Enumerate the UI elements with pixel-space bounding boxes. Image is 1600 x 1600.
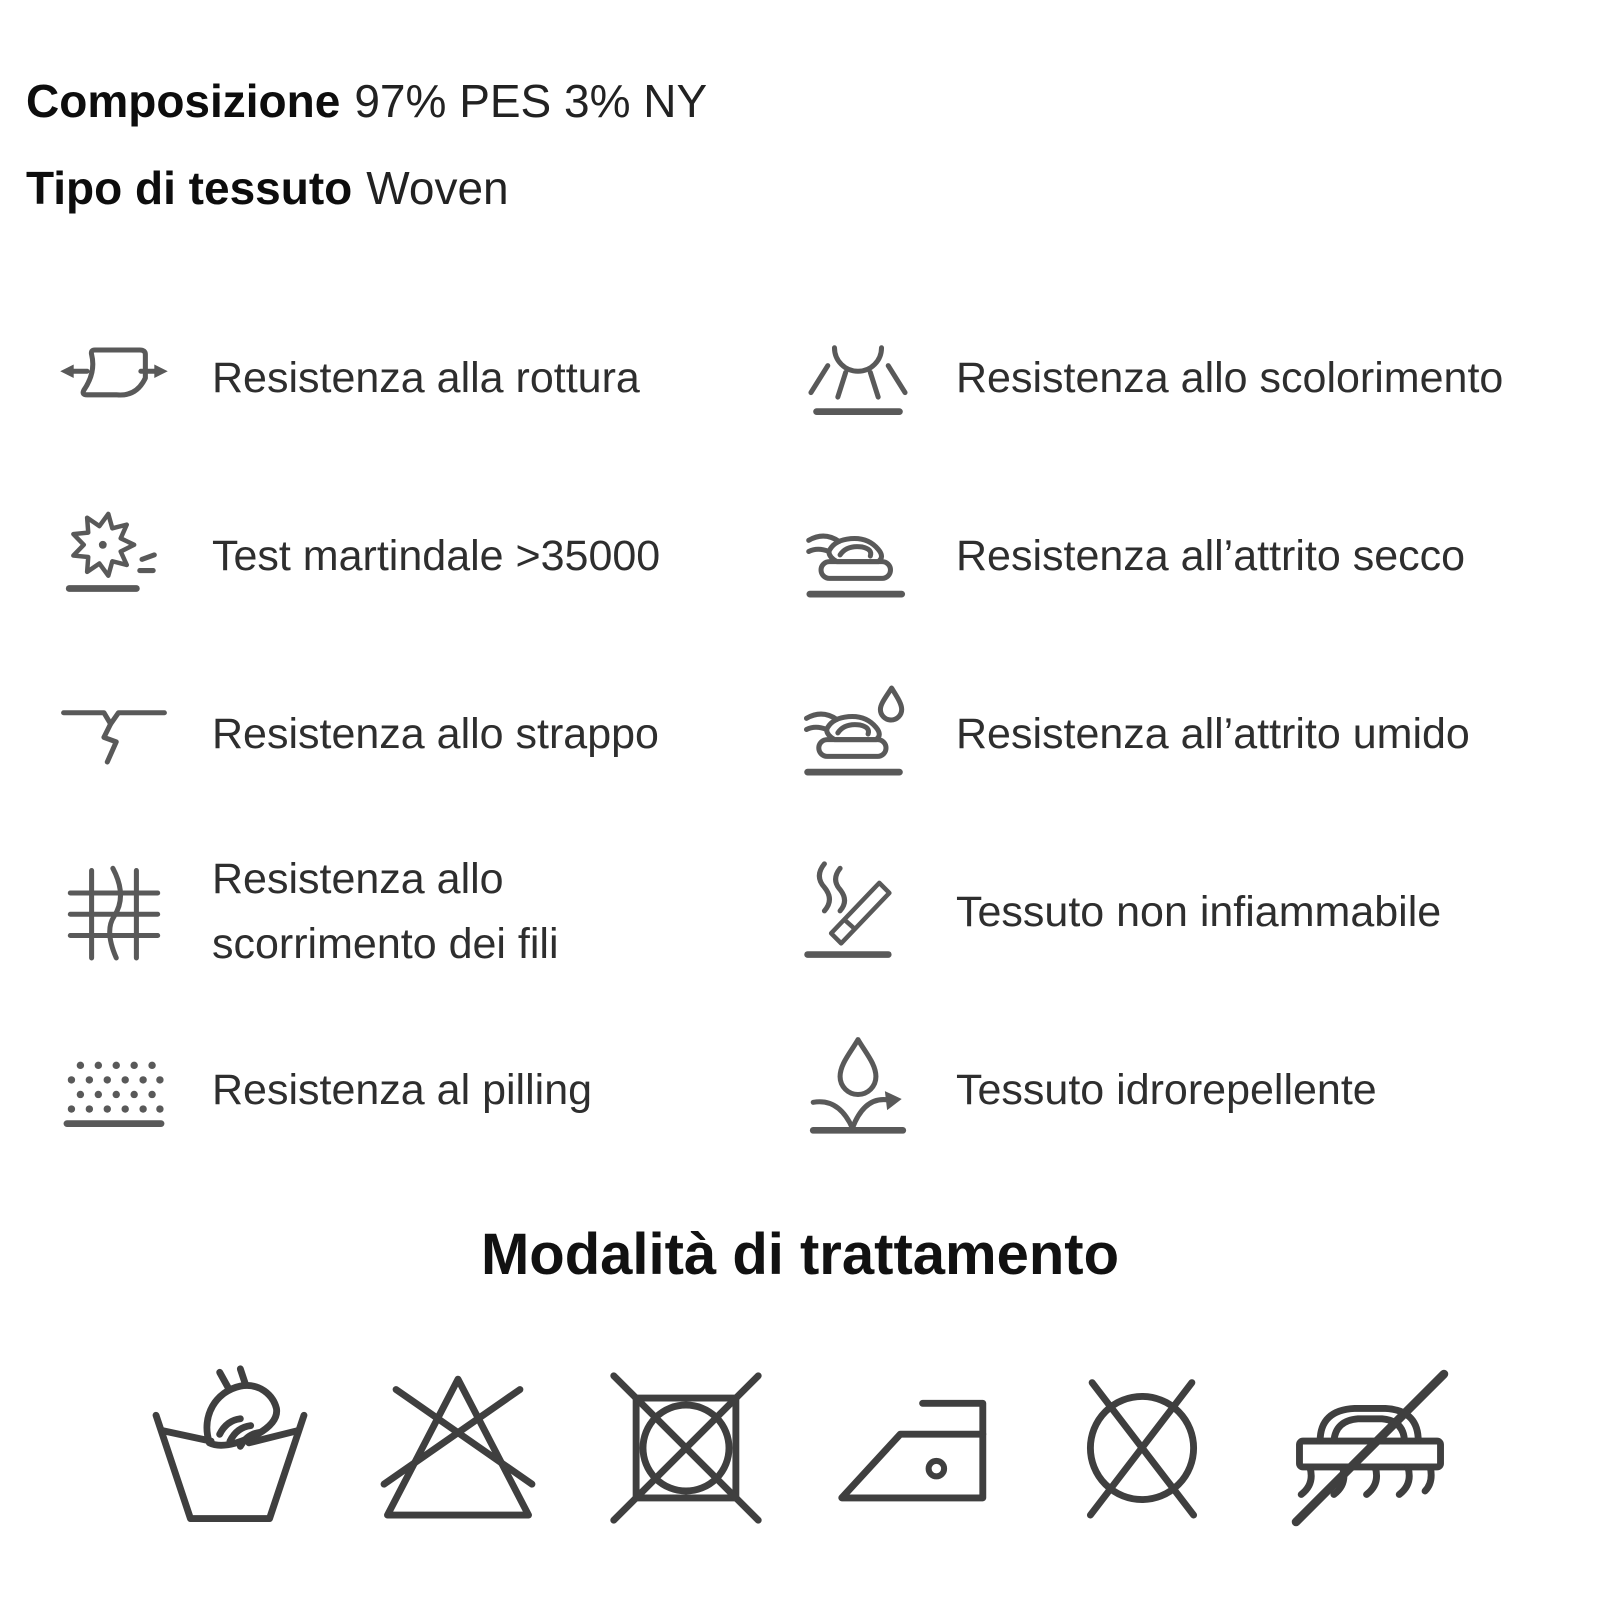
water-repellent-icon [802, 1034, 914, 1146]
fabric-type-line [26, 145, 1600, 232]
feature-column-right [800, 289, 1600, 1179]
treatment-title: Modalità di trattamento [480, 1221, 1120, 1287]
feature-label: Resistenza all’attrito umido [956, 709, 1470, 758]
feature-label: Resistenza al pilling [212, 1065, 593, 1114]
composition-line [26, 58, 1600, 145]
feature-column-left [0, 289, 800, 1179]
hand-wash-icon [144, 1362, 316, 1534]
feature-label: Test martindale >35000 [212, 531, 661, 580]
tear-crack-icon [58, 678, 170, 790]
hand-rub-dry-icon [802, 500, 914, 612]
weave-slippage-icon [58, 856, 170, 968]
feature-non-flammable [800, 823, 1600, 1001]
abrasion-wheel-icon [58, 500, 170, 612]
care-symbols-row [0, 1362, 1600, 1534]
cigarette-icon [802, 856, 914, 968]
fabric-type-value: Woven [366, 162, 509, 215]
feature-martindale-test [0, 467, 800, 645]
feature-tear-resistance [0, 645, 800, 823]
feature-label: Resistenza alla rottura [212, 353, 640, 402]
composition-value: 97% PES 3% NY [354, 75, 708, 127]
feature-wet-rub-resistance [800, 645, 1600, 823]
feature-label: Tessuto non infiammabile [956, 887, 1442, 936]
feature-breaking-resistance [0, 289, 800, 467]
feature-water-repellent [800, 1001, 1600, 1179]
fabric-type-label: Tipo di tessuto [26, 162, 353, 215]
feature-label: Resistenza allo scorrimento dei fili [212, 855, 559, 968]
pilling-dots-icon [58, 1034, 170, 1146]
do-not-bleach-icon [372, 1362, 544, 1534]
feature-pilling-resistance [0, 1001, 800, 1179]
stretch-arrows-icon [58, 322, 170, 434]
feature-grid [0, 289, 1600, 1179]
hand-rub-wet-icon [802, 678, 914, 790]
feature-label: Resistenza allo strappo [212, 709, 659, 758]
feature-thread-slippage [0, 823, 800, 1001]
do-not-dry-clean-icon [1056, 1362, 1228, 1534]
feature-dry-rub-resistance [800, 467, 1600, 645]
feature-label: Tessuto idrorepellente [956, 1065, 1377, 1114]
feature-label: Resistenza all’attrito secco [956, 531, 1466, 580]
feature-colorfastness [800, 289, 1600, 467]
do-not-tumble-dry-icon [600, 1362, 772, 1534]
feature-label: Resistenza allo scolorimento [956, 353, 1504, 402]
do-not-brush-icon [1284, 1362, 1456, 1534]
iron-low-temperature-icon [828, 1362, 1000, 1534]
composition-label: Composizione [26, 75, 341, 127]
sun-rays-icon [802, 322, 914, 434]
fabric-spec-header [0, 0, 1600, 233]
